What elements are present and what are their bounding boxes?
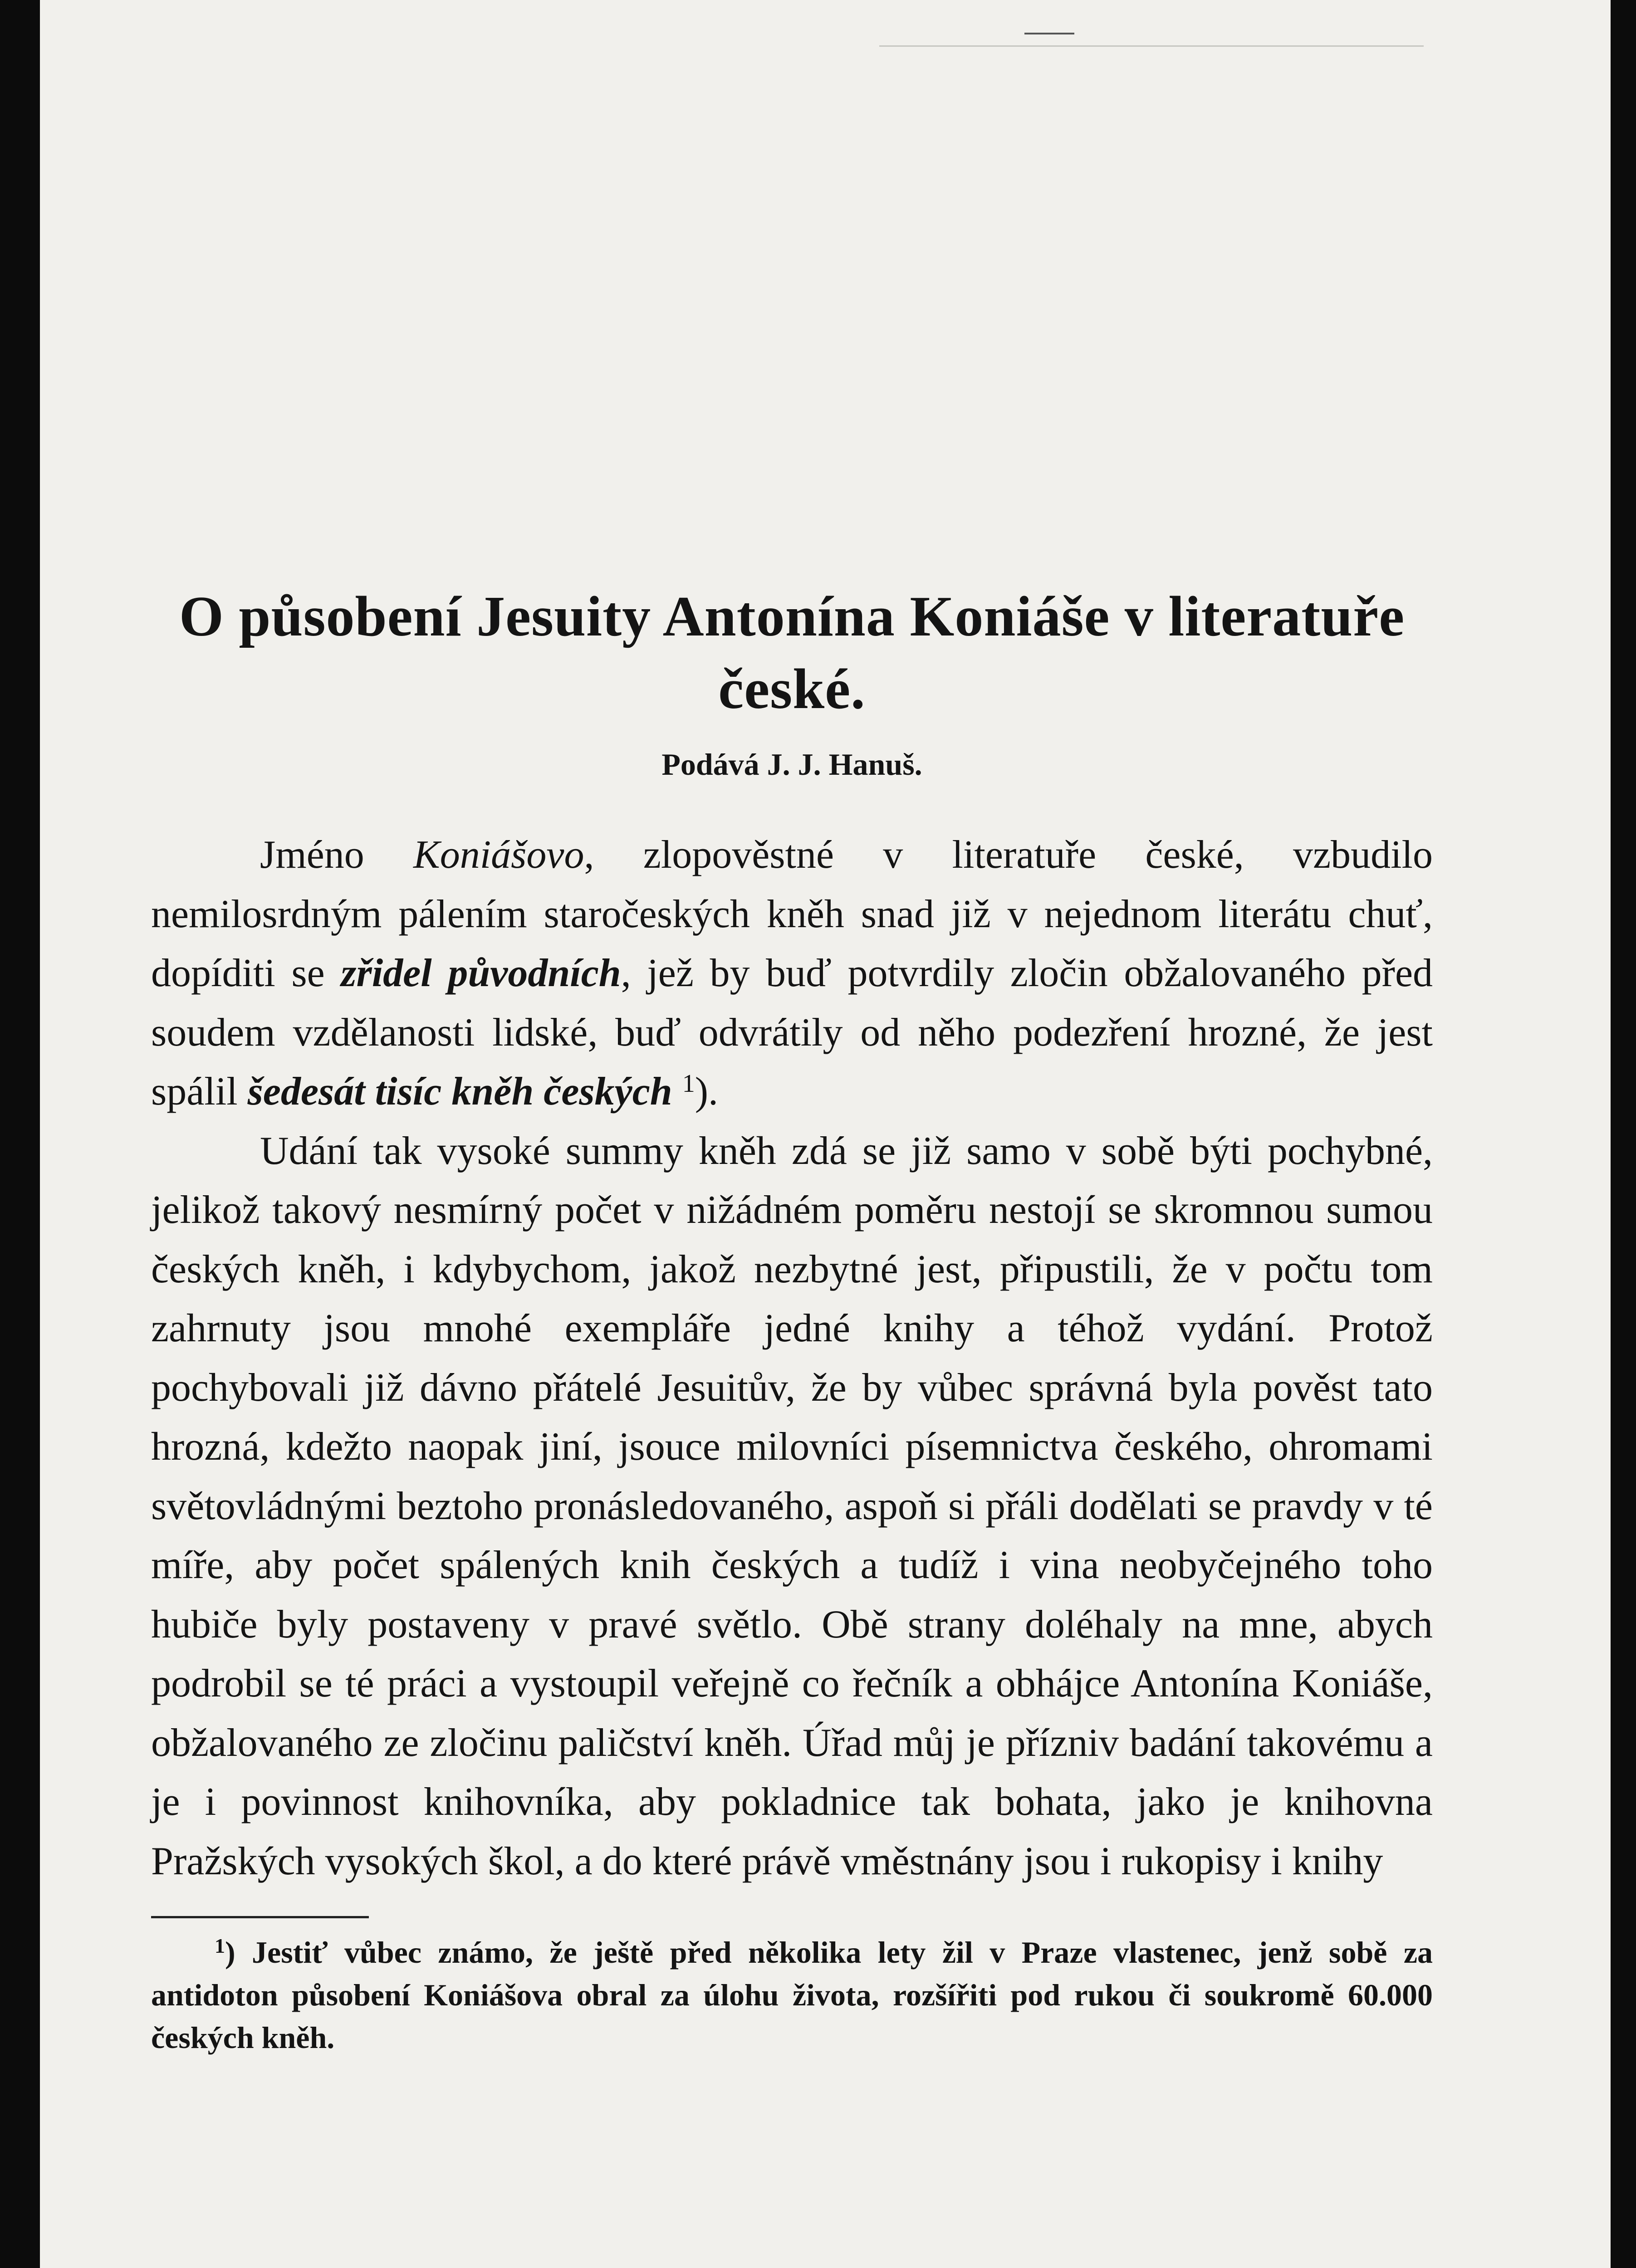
paragraph-1: Jméno Koniášovo, zlopověstné v literatuře české, vzbudilo nemilosrdným pálením staročeských kněh snad již v nejednom literátu chuť, dopíditi se zřidel původních, jež by buď potvrdily zločin obžalovaného před soudem vzdělanosti lidské, buď odvrátily od něho podezření hrozné, že jest spálil šedesát tisíc kněh českých $^1$).: [151, 833, 1433, 1114]
emphasis-sedesat-tisic: šedesát tisíc kněh českých: [247, 1070, 672, 1114]
footnote: [151, 1931, 1433, 2059]
paragraph-2: Udání tak vysoké summy kněh zdá se již samo v sobě býti pochybné, jelikož takový nesmírný počet v nižádném poměru nestojí se skromnou sumou českých kněh, i kdybychom, jakož nezbytné jest, připustili, že v počtu tom zahrnuty jsou mnohé exempláře jedné knihy a téhož vydání. Protož pochybovali již dávno přátelé Jesuitův, že by vůbec správná byla pověst tato hrozná, kdežto naopak jiní, jsouce milovníci písemnictva českého, ohromami světovládnými beztoho pronásledovaného, aspoň si přáli dodělati se pravdy v té míře, aby počet spálených knih českých a tudíž i vina neobyčejného toho hubiče byly postaveny v pravé světlo. Obě strany doléhaly na mne, abych podrobil se té práci a vystoupil veřejně co řečník a obhájce Antonína Koniáše, obžalovaného ze zločinu paličství kněh. Úřad můj je přízniv badání takovému a je i povinnost knihovníka, aby pokladnice tak bohata, jako je knihovna Pražských vysokých škol, a do které právě vměstnány jsou i rukopisy i knihy: [151, 1129, 1433, 1883]
article: [151, 581, 1433, 2059]
article-title: O působení Jesuity Antonína Koniáše v literatuře české.: [179, 585, 1405, 721]
emphasis-zridel: zřidel původních: [341, 951, 621, 995]
footnote-reference: 1: [682, 1070, 695, 1098]
footnote-text: ) Jestiť vůbec známo, že ještě před několika lety žil v Praze vlastenec, jenž sobě za antidoton působení Koniášova obral za úlohu života, rozšířiti pod rukou či soukromě 60.000 českých kněh.: [151, 1935, 1433, 2055]
scan-mark: [1024, 33, 1074, 34]
footnote-mark: 1: [215, 1934, 225, 1957]
scan-smudge: [879, 5, 1424, 47]
footnote-divider: [151, 1916, 369, 1918]
article-body: [151, 826, 1433, 1891]
page-sheet: [40, 0, 1611, 2268]
article-byline: Podává J. J. Hanuš.: [661, 747, 922, 782]
emphasis-koniasovo: Koniášovo: [413, 833, 584, 877]
